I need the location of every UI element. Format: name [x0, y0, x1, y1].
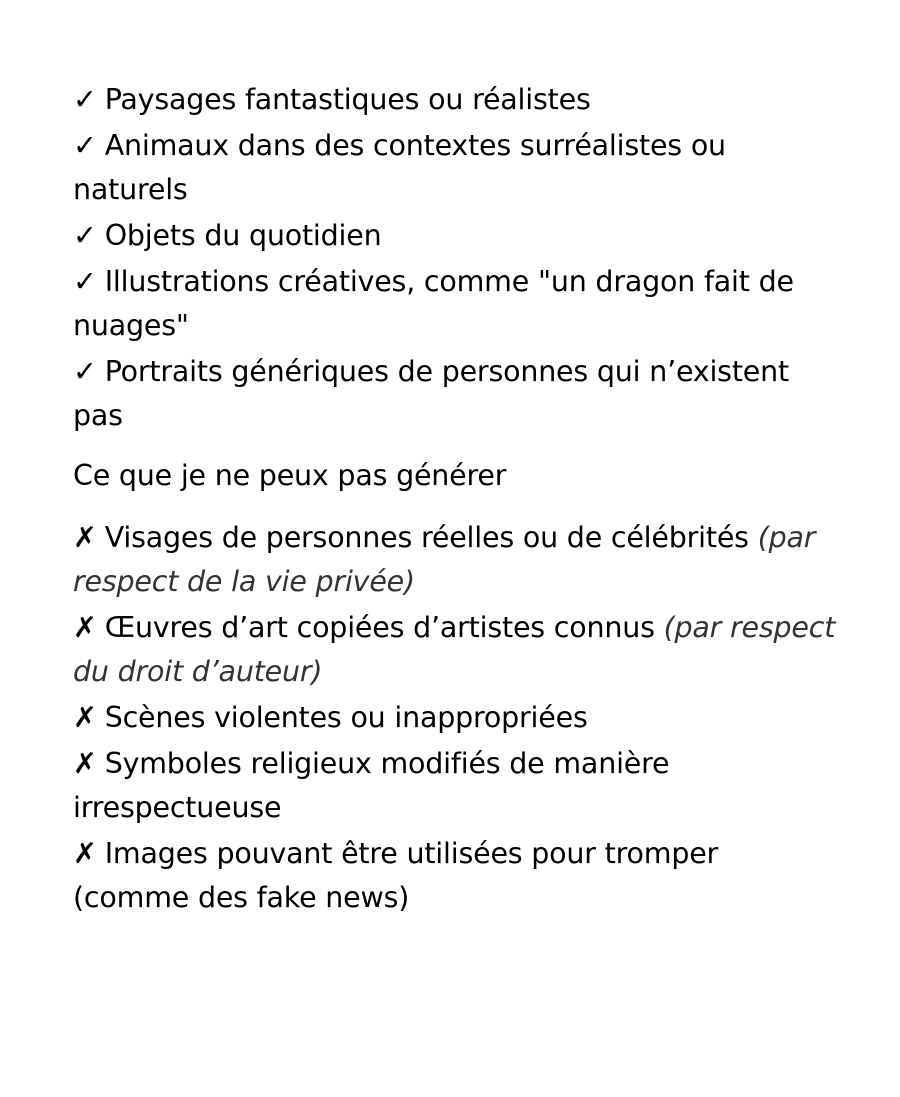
- item-note: (par respect du droit d’auteur): [73, 611, 836, 688]
- check-icon: ✓: [73, 129, 97, 162]
- list-item: [73, 606, 840, 694]
- cannot-generate-heading: Ce que je ne peux pas générer: [73, 459, 507, 492]
- check-icon: ✓: [73, 355, 97, 388]
- item-text: Objets du quotidien: [104, 219, 382, 252]
- list-item: [73, 78, 840, 122]
- check-icon: ✓: [73, 219, 97, 252]
- item-text: Illustrations créatives, comme "un dragon fait de nuages": [73, 265, 794, 342]
- cross-icon: ✗: [73, 701, 97, 734]
- item-text: Animaux dans des contextes surréalistes ou naturels: [73, 129, 726, 206]
- list-item: [73, 350, 840, 438]
- cross-icon: ✗: [73, 747, 97, 780]
- check-icon: ✓: [73, 265, 97, 298]
- item-text: Portraits génériques de personnes qui n’existent pas: [73, 355, 789, 432]
- list-item: [73, 516, 840, 604]
- list-item: [73, 124, 840, 212]
- item-text: Œuvres d’art copiées d’artistes connus: [104, 611, 655, 644]
- list-item: [73, 832, 840, 920]
- cannot-generate-list: [73, 516, 840, 920]
- list-item: [73, 214, 840, 258]
- cross-icon: ✗: [73, 837, 97, 870]
- can-generate-list: [73, 78, 840, 438]
- item-text: Images pouvant être utilisées pour tromper (comme des fake news): [73, 837, 719, 914]
- item-text: Paysages fantastiques ou réalistes: [104, 83, 591, 116]
- list-item: [73, 260, 840, 348]
- item-text: Symboles religieux modifiés de manière irrespectueuse: [73, 747, 670, 824]
- check-icon: ✓: [73, 83, 97, 116]
- list-item: [73, 742, 840, 830]
- item-text: Scènes violentes ou inappropriées: [104, 701, 588, 734]
- cross-icon: ✗: [73, 521, 97, 554]
- cross-icon: ✗: [73, 611, 97, 644]
- item-note: (par respect de la vie privée): [73, 521, 816, 598]
- list-item: [73, 696, 840, 740]
- item-text: Visages de personnes réelles ou de célébrités: [104, 521, 749, 554]
